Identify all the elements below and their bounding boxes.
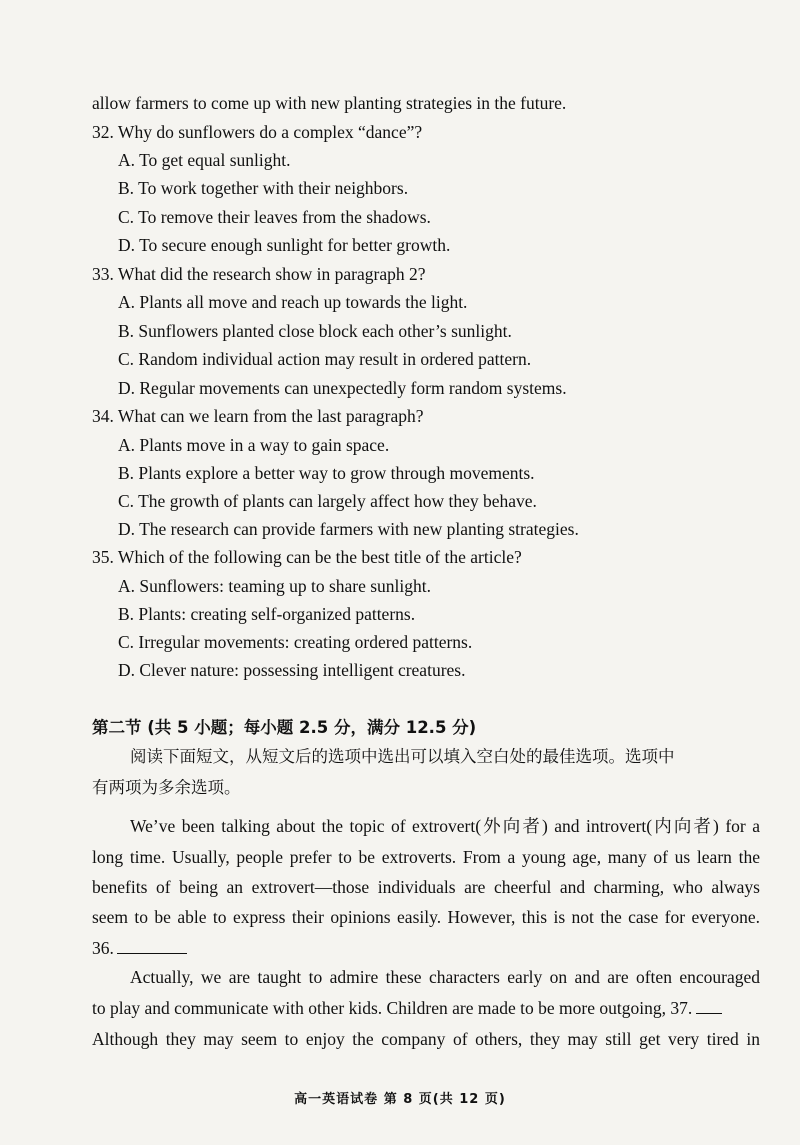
question-33-option-d: D. Regular movements can unexpectedly form random systems. <box>118 378 567 398</box>
question-35-stem: 35. Which of the following can be the best title of the article? <box>92 547 522 567</box>
passage-p1-line-1-text: We’ve been talking about the topic of extrovert(外向者) and introvert(内向者) for a <box>130 816 760 836</box>
blank-36-number: 36. <box>92 938 114 958</box>
question-34-option-c: C. The growth of plants can largely affect how they behave. <box>118 491 537 511</box>
question-32-option-a: A. To get equal sunlight. <box>118 150 291 170</box>
question-33-option-b: B. Sunflowers planted close block each other’s sunlight. <box>118 321 512 341</box>
passage-p1-line-3 <box>92 876 760 898</box>
blank-36-line <box>92 937 187 959</box>
question-35-option-c: C. Irregular movements: creating ordered patterns. <box>118 632 473 652</box>
page-footer: 高一英语试卷 第 8 页(共 12 页) <box>294 1092 506 1107</box>
passage-p2-line-1 <box>130 966 760 988</box>
question-35-option-a: A. Sunflowers: teaming up to share sunlight. <box>118 576 432 596</box>
passage-p1-line-4 <box>92 906 760 928</box>
section-2-heading: 第二节 (共 5 小题；每小题 2.5 分，满分 12.5 分) <box>92 718 477 737</box>
question-33-option-c: C. Random individual action may result in ordered pattern. <box>118 349 532 369</box>
section-2-instruction-line-2: 有两项为多余选项。 <box>92 778 241 797</box>
passage-p2-line-3 <box>92 1028 760 1050</box>
question-34-stem: 34. What can we learn from the last paragraph? <box>92 406 424 426</box>
passage-p2-line-3-text: Although they may seem to enjoy the company of others, they may still get very tired in <box>92 1029 760 1049</box>
question-32-stem: 32. Why do sunflowers do a complex “dance”? <box>92 122 423 142</box>
question-33-stem: 33. What did the research show in paragraph 2? <box>92 264 426 284</box>
question-32-option-d: D. To secure enough sunlight for better growth. <box>118 235 451 255</box>
question-34-option-b: B. Plants explore a better way to grow through movements. <box>118 463 535 483</box>
question-35-option-b: B. Plants: creating self-organized patterns. <box>118 604 416 624</box>
section-2-instruction-line-1: 阅读下面短文，从短文后的选项中选出可以填入空白处的最佳选项。选项中 <box>130 747 675 766</box>
question-32-option-c: C. To remove their leaves from the shadows. <box>118 207 431 227</box>
passage-p2-line-2-text: to play and communicate with other kids. Children are made to be more outgoing, 37. <box>92 998 693 1018</box>
passage-p1-line-2-text: long time. Usually, people prefer to be extroverts. From a young age, many of us learn the <box>92 847 760 867</box>
question-33-option-a: A. Plants all move and reach up towards the light. <box>118 292 468 312</box>
intro-line: allow farmers to come up with new planting strategies in the future. <box>92 93 567 113</box>
blank-36 <box>117 937 187 954</box>
passage-p1-line-2 <box>92 846 760 868</box>
passage-p1-line-4-text: seem to be able to express their opinions easily. However, this is not the case for everyone. <box>92 907 760 927</box>
question-34-option-a: A. Plants move in a way to gain space. <box>118 435 390 455</box>
question-35-option-d: D. Clever nature: possessing intelligent creatures. <box>118 660 466 680</box>
passage-p2-line-2 <box>92 997 760 1019</box>
blank-37 <box>696 997 722 1014</box>
question-32-option-b: B. To work together with their neighbors. <box>118 178 409 198</box>
passage-p2-line-1-text: Actually, we are taught to admire these characters early on and are often encouraged <box>130 967 760 987</box>
passage-p1-line-1 <box>130 815 760 837</box>
question-34-option-d: D. The research can provide farmers with new planting strategies. <box>118 519 579 539</box>
passage-p1-line-3-text: benefits of being an extrovert—those individuals are cheerful and charming, who always <box>92 877 760 897</box>
